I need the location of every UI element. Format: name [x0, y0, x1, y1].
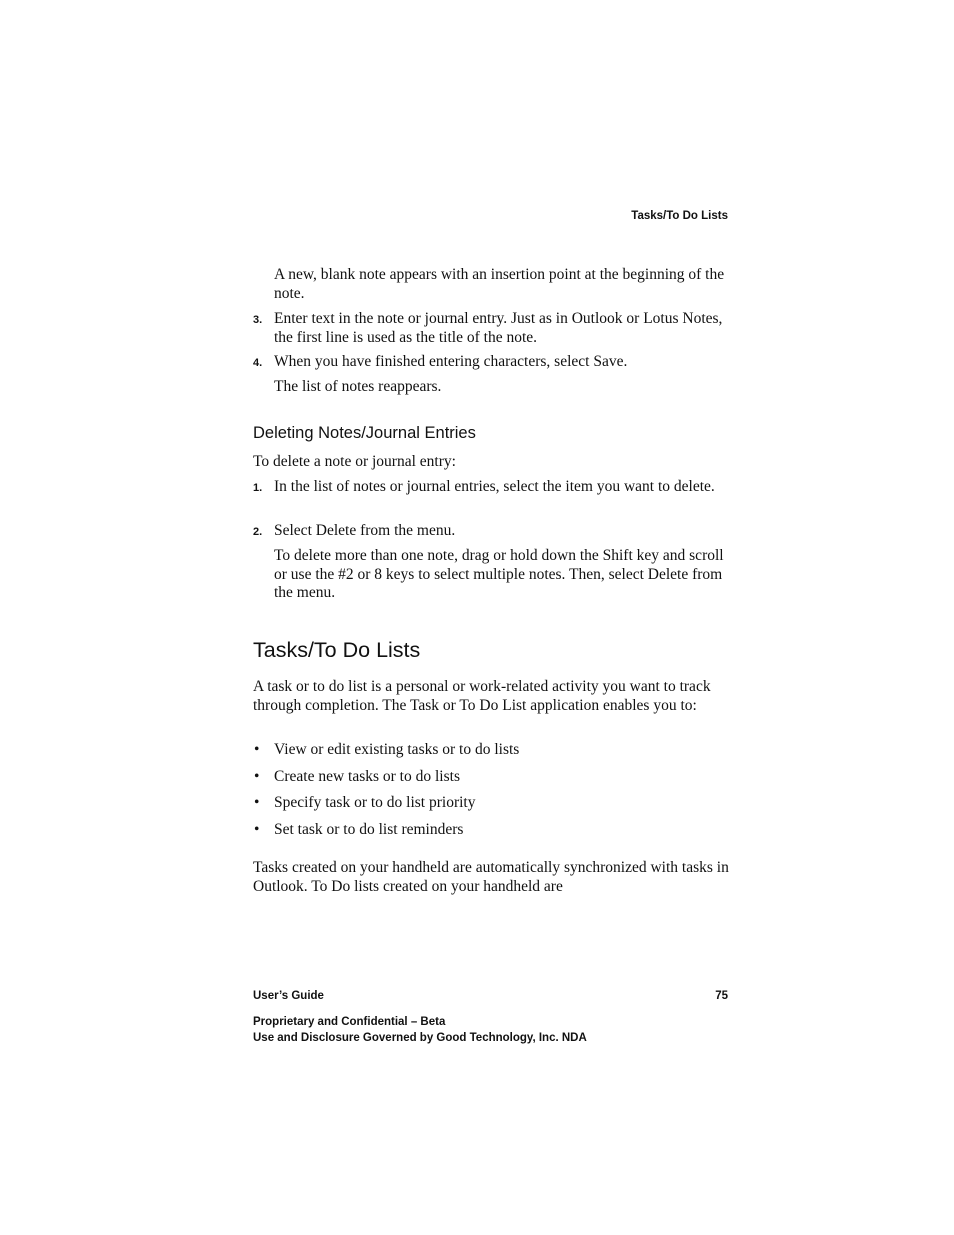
- body-paragraph: To delete more than one note, drag or hold down the Shift key and scroll or use the #2 or 8 keys to select multiple notes. Then, select Delete from the menu.: [274, 547, 724, 601]
- bullet-item: View or edit existing tasks or to do lists: [274, 741, 520, 758]
- body-paragraph: A new, blank note appears with an insertion point at the beginning of the note.: [274, 266, 725, 302]
- footer-disclosure: Use and Disclosure Governed by Good Technology, Inc. NDA: [253, 1032, 587, 1044]
- step-text: Select Delete from the menu.: [274, 522, 456, 539]
- bullet-item: Create new tasks or to do lists: [274, 768, 460, 785]
- running-head: Tasks/To Do Lists: [631, 210, 728, 222]
- step-text: Enter text in the note or journal entry. Just as in Outlook or Lotus Notes, the first line is used as the title of the note.: [274, 310, 723, 346]
- bullet-glyph: •: [254, 821, 260, 838]
- step-number: 1.: [253, 482, 263, 494]
- step-text: In the list of notes or journal entries, select the item you want to delete.: [274, 478, 715, 495]
- bullet-glyph: •: [254, 741, 260, 758]
- chapter-heading: Tasks/To Do Lists: [253, 638, 421, 662]
- bullet-glyph: •: [254, 768, 260, 785]
- footer-confidential: Proprietary and Confidential – Beta: [253, 1016, 446, 1028]
- section-heading: Deleting Notes/Journal Entries: [253, 424, 476, 442]
- step-number: 2.: [253, 526, 263, 538]
- body-paragraph: The list of notes reappears.: [274, 378, 442, 395]
- page-number: 75: [715, 990, 728, 1002]
- bullet-item: Specify task or to do list priority: [274, 794, 476, 811]
- step-text: When you have finished entering characters, select Save.: [274, 353, 628, 370]
- step-number: 3.: [253, 314, 263, 326]
- step-number: 4.: [253, 357, 263, 369]
- bullet-item: Set task or to do list reminders: [274, 821, 464, 838]
- footer-guide-label: User’s Guide: [253, 990, 324, 1002]
- body-paragraph: Tasks created on your handheld are automatically synchronized with tasks in Outlook. To Do lists created on your handheld are: [253, 859, 729, 895]
- body-paragraph: To delete a note or journal entry:: [253, 453, 456, 470]
- bullet-glyph: •: [254, 794, 260, 811]
- body-paragraph: A task or to do list is a personal or work-related activity you want to track through completion. The Task or To Do List application enables you to:: [253, 678, 711, 714]
